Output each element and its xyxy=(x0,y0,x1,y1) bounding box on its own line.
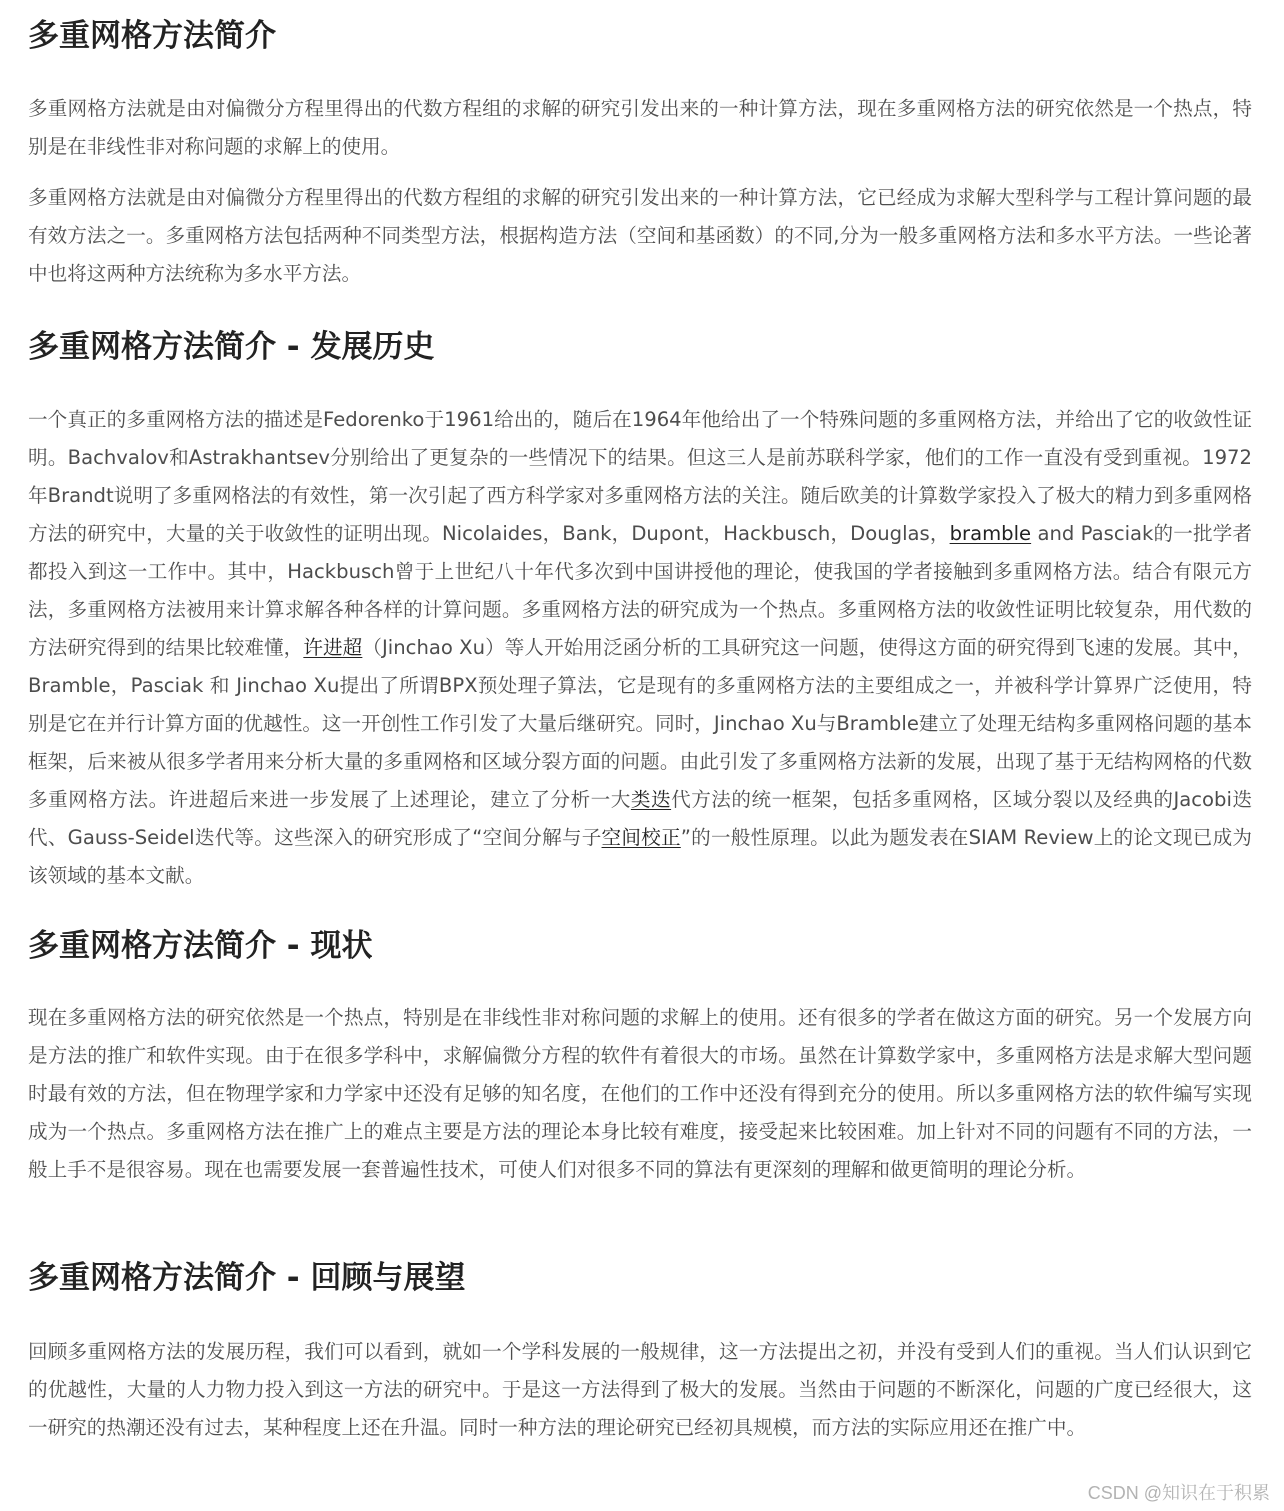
history-text-1: 一个真正的多重网格方法的描述是Fedorenko于1961给出的，随后在1964年他给出了一个特殊问题的多重网格方法，并给出了它的收敛性证明。Bachvalov和Astrakhantsev分别给出了更复杂的一些情况下的结果。但这三人是前苏联科学家，他们的工作一直没有受到重视。1972年Brandt说明了多重网格法的有效性，第一次引起了西方科学家对多重网格方法的关注。随后欧美的计算数学家投入了极大的精力到多重网格方法的研究中，大量的关于收敛性的证明出现。Nicolaides，Bank，Dupont，Hackbusch，Douglas， xyxy=(28,408,1252,545)
review-paragraph: 回顾多重网格方法的发展历程，我们可以看到，就如一个学科发展的一般规律，这一方法提出之初，并没有受到人们的重视。当人们认识到它的优越性，大量的人力物力投入到这一方法的研究中。于是这一方法得到了极大的发展。当然由于问题的不断深化，问题的广度已经很大，这一研究的热潮还没有过去，某种程度上还在升温。同时一种方法的理论研究已经初具规模，而方法的实际应用还在推广中。 xyxy=(28,1340,1252,1439)
link-xu-jinchao[interactable]: 许进超 xyxy=(303,636,363,659)
section-heading-history: 多重网格方法简介 - 发展历史 xyxy=(28,329,435,365)
history-text-5: ”的一般性原理。以此为题发表在SIAM Review上的论文现已成为该领域的基本文献。 xyxy=(28,826,1253,887)
history-paragraph xyxy=(28,401,1252,895)
status-paragraph: 现在多重网格方法的研究依然是一个热点，特别是在非线性非对称问题的求解上的使用。还有很多的学者在做这方面的研究。另一个发展方向是方法的推广和软件实现。由于在很多学科中，求解偏微分方程的软件有着很大的市场。虽然在计算数学家中，多重网格方法是求解大型问题时最有效的方法，但在物理学家和力学家中还没有足够的知名度，在他们的工作中还没有得到充分的使用。所以多重网格方法的软件编写实现成为一个热点。多重网格方法在推广上的难点主要是方法的理论本身比较有难度，接受起来比较困难。加上针对不同的问题有不同的方法，一般上手不是很容易。现在也需要发展一套普遍性技术，可使人们对很多不同的算法有更深刻的理解和做更简明的理论分析。 xyxy=(28,1006,1252,1181)
csdn-watermark: CSDN @知识在于积累 xyxy=(1087,1483,1270,1503)
history-text-2: and Pasciak的一批学者都投入到这一工作中。其中，Hackbusch曾于上世纪八十年代多次到中国讲授他的理论，使我国的学者接触到多重网格方法。结合有限元方法，多重网格方法被用来计算求解各种各样的计算问题。多重网格方法的研究成为一个热点。多重网格方法的收敛性证明比较复杂，用代数的方法研究得到的结果比较难懂， xyxy=(28,522,1252,659)
section-heading-status: 多重网格方法简介 - 现状 xyxy=(28,928,373,964)
section-heading-review-outlook: 多重网格方法简介 - 回顾与展望 xyxy=(28,1260,466,1296)
link-subspace-correction[interactable]: 空间校正 xyxy=(601,826,681,849)
link-iteration-class[interactable]: 类迭 xyxy=(630,788,672,811)
intro-paragraph-1: 多重网格方法就是由对偏微分方程里得出的代数方程组的求解的研究引发出来的一种计算方法，现在多重网格方法的研究依然是一个热点，特别是在非线性非对称问题的求解上的使用。 xyxy=(28,97,1252,158)
history-text-3: （Jinchao Xu）等人开始用泛函分析的工具研究这一问题，使得这方面的研究得到飞速的发展。其中，Bramble，Pasciak 和 Jinchao Xu提出了所谓BPX预处理子算法，它是现有的多重网格方法的主要组成之一，并被科学计算界广泛使用，特别是它在并行计算方面的优越性。这一开创性工作引发了大量后继研究。同时，Jinchao Xu与Bramble建立了处理无结构多重网格问题的基本框架，后来被从很多学者用来分析大量的多重网格和区域分裂方面的问题。由此引发了多重网格方法新的发展，出现了基于无结构网格的代数多重网格方法。许进超后来进一步发展了上述理论，建立了分析一大 xyxy=(28,636,1253,811)
link-bramble[interactable]: bramble xyxy=(949,522,1032,545)
intro-paragraph-2: 多重网格方法就是由对偏微分方程里得出的代数方程组的求解的研究引发出来的一种计算方法，它已经成为求解大型科学与工程计算问题的最有效方法之一。多重网格方法包括两种不同类型方法，根据构造方法（空间和基函数）的不同,分为一般多重网格方法和多水平方法。一些论著中也将这两种方法统称为多水平方法。 xyxy=(28,186,1252,285)
section-heading-intro: 多重网格方法简介 xyxy=(28,18,276,54)
history-text-4: 代方法的统一框架，包括多重网格，区域分裂以及经典的Jacobi迭代、Gauss-Seidel迭代等。这些深入的研究形成了“空间分解与子 xyxy=(28,788,1253,849)
